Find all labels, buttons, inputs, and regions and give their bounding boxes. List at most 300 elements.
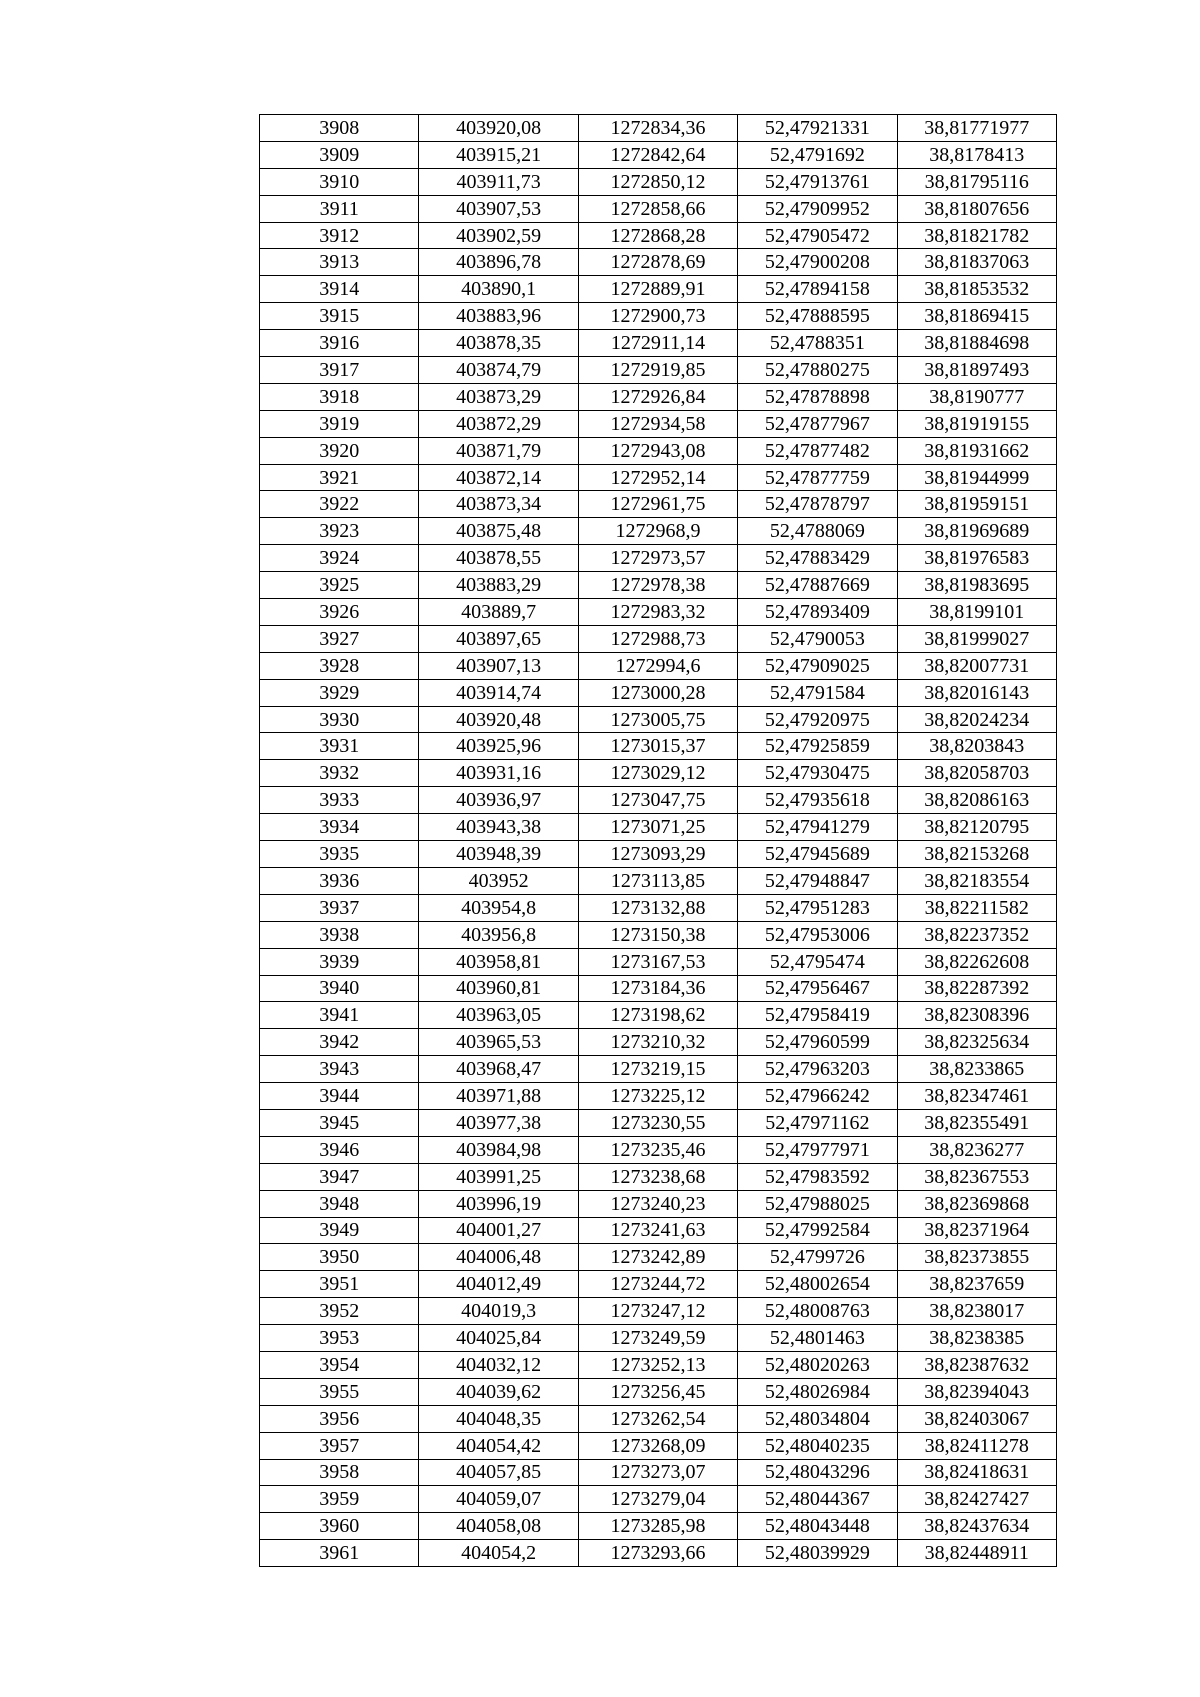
point-number-cell: 3943 — [260, 1056, 419, 1083]
longitude-cell: 38,82387632 — [897, 1351, 1056, 1378]
longitude-cell: 38,8238385 — [897, 1325, 1056, 1352]
latitude-cell: 52,47883429 — [738, 545, 897, 572]
longitude-cell: 38,81807656 — [897, 195, 1056, 222]
longitude-cell: 38,82183554 — [897, 867, 1056, 894]
y-coordinate-cell: 1273285,98 — [578, 1513, 737, 1540]
point-number-cell: 3937 — [260, 894, 419, 921]
coordinates-table-body — [260, 115, 1057, 1567]
point-number-cell: 3912 — [260, 222, 419, 249]
point-number-cell: 3929 — [260, 679, 419, 706]
table-row — [260, 1002, 1057, 1029]
table-row — [260, 518, 1057, 545]
x-coordinate-cell: 403960,81 — [419, 975, 578, 1002]
point-number-cell: 3950 — [260, 1244, 419, 1271]
table-row — [260, 222, 1057, 249]
point-number-cell: 3924 — [260, 545, 419, 572]
latitude-cell: 52,47992584 — [738, 1217, 897, 1244]
y-coordinate-cell: 1273240,23 — [578, 1190, 737, 1217]
x-coordinate-cell: 404019,3 — [419, 1298, 578, 1325]
y-coordinate-cell: 1273238,68 — [578, 1163, 737, 1190]
y-coordinate-cell: 1272926,84 — [578, 383, 737, 410]
table-row — [260, 303, 1057, 330]
longitude-cell: 38,82347461 — [897, 1083, 1056, 1110]
latitude-cell: 52,47880275 — [738, 357, 897, 384]
y-coordinate-cell: 1272978,38 — [578, 572, 737, 599]
y-coordinate-cell: 1273184,36 — [578, 975, 737, 1002]
latitude-cell: 52,47977971 — [738, 1136, 897, 1163]
point-number-cell: 3946 — [260, 1136, 419, 1163]
x-coordinate-cell: 403925,96 — [419, 733, 578, 760]
x-coordinate-cell: 403911,73 — [419, 168, 578, 195]
point-number-cell: 3933 — [260, 787, 419, 814]
x-coordinate-cell: 403872,14 — [419, 464, 578, 491]
latitude-cell: 52,47905472 — [738, 222, 897, 249]
point-number-cell: 3927 — [260, 625, 419, 652]
longitude-cell: 38,82120795 — [897, 814, 1056, 841]
point-number-cell: 3911 — [260, 195, 419, 222]
latitude-cell: 52,47888595 — [738, 303, 897, 330]
table-row — [260, 921, 1057, 948]
longitude-cell: 38,81853532 — [897, 276, 1056, 303]
y-coordinate-cell: 1273242,89 — [578, 1244, 737, 1271]
table-row — [260, 1163, 1057, 1190]
table-row — [260, 948, 1057, 975]
y-coordinate-cell: 1272952,14 — [578, 464, 737, 491]
x-coordinate-cell: 403902,59 — [419, 222, 578, 249]
longitude-cell: 38,82369868 — [897, 1190, 1056, 1217]
longitude-cell: 38,82237352 — [897, 921, 1056, 948]
point-number-cell: 3958 — [260, 1459, 419, 1486]
table-row — [260, 975, 1057, 1002]
latitude-cell: 52,47877482 — [738, 437, 897, 464]
latitude-cell: 52,48026984 — [738, 1378, 897, 1405]
y-coordinate-cell: 1273029,12 — [578, 760, 737, 787]
longitude-cell: 38,81969689 — [897, 518, 1056, 545]
latitude-cell: 52,47953006 — [738, 921, 897, 948]
point-number-cell: 3952 — [260, 1298, 419, 1325]
x-coordinate-cell: 403871,79 — [419, 437, 578, 464]
y-coordinate-cell: 1272842,64 — [578, 141, 737, 168]
x-coordinate-cell: 404057,85 — [419, 1459, 578, 1486]
latitude-cell: 52,47913761 — [738, 168, 897, 195]
table-row — [260, 867, 1057, 894]
latitude-cell: 52,47930475 — [738, 760, 897, 787]
longitude-cell: 38,8236277 — [897, 1136, 1056, 1163]
y-coordinate-cell: 1273273,07 — [578, 1459, 737, 1486]
x-coordinate-cell: 403954,8 — [419, 894, 578, 921]
x-coordinate-cell: 403931,16 — [419, 760, 578, 787]
table-row — [260, 1136, 1057, 1163]
latitude-cell: 52,4790053 — [738, 625, 897, 652]
latitude-cell: 52,48002654 — [738, 1271, 897, 1298]
point-number-cell: 3910 — [260, 168, 419, 195]
table-row — [260, 760, 1057, 787]
point-number-cell: 3942 — [260, 1029, 419, 1056]
y-coordinate-cell: 1272900,73 — [578, 303, 737, 330]
x-coordinate-cell: 403878,55 — [419, 545, 578, 572]
latitude-cell: 52,47877759 — [738, 464, 897, 491]
latitude-cell: 52,47956467 — [738, 975, 897, 1002]
longitude-cell: 38,8199101 — [897, 599, 1056, 626]
longitude-cell: 38,81837063 — [897, 249, 1056, 276]
x-coordinate-cell: 403874,79 — [419, 357, 578, 384]
table-row — [260, 357, 1057, 384]
longitude-cell: 38,82448911 — [897, 1540, 1056, 1567]
point-number-cell: 3959 — [260, 1486, 419, 1513]
table-row — [260, 1271, 1057, 1298]
longitude-cell: 38,81919155 — [897, 410, 1056, 437]
point-number-cell: 3908 — [260, 115, 419, 142]
y-coordinate-cell: 1272919,85 — [578, 357, 737, 384]
y-coordinate-cell: 1273132,88 — [578, 894, 737, 921]
latitude-cell: 52,47909952 — [738, 195, 897, 222]
x-coordinate-cell: 403968,47 — [419, 1056, 578, 1083]
point-number-cell: 3939 — [260, 948, 419, 975]
point-number-cell: 3920 — [260, 437, 419, 464]
y-coordinate-cell: 1272988,73 — [578, 625, 737, 652]
table-row — [260, 330, 1057, 357]
latitude-cell: 52,48020263 — [738, 1351, 897, 1378]
point-number-cell: 3932 — [260, 760, 419, 787]
x-coordinate-cell: 404048,35 — [419, 1405, 578, 1432]
table-row — [260, 679, 1057, 706]
point-number-cell: 3916 — [260, 330, 419, 357]
point-number-cell: 3922 — [260, 491, 419, 518]
latitude-cell: 52,47920975 — [738, 706, 897, 733]
latitude-cell: 52,4788351 — [738, 330, 897, 357]
latitude-cell: 52,47887669 — [738, 572, 897, 599]
table-row — [260, 168, 1057, 195]
longitude-cell: 38,82024234 — [897, 706, 1056, 733]
x-coordinate-cell: 403996,19 — [419, 1190, 578, 1217]
y-coordinate-cell: 1272850,12 — [578, 168, 737, 195]
table-row — [260, 545, 1057, 572]
longitude-cell: 38,82427427 — [897, 1486, 1056, 1513]
longitude-cell: 38,82418631 — [897, 1459, 1056, 1486]
x-coordinate-cell: 403984,98 — [419, 1136, 578, 1163]
latitude-cell: 52,48034804 — [738, 1405, 897, 1432]
point-number-cell: 3961 — [260, 1540, 419, 1567]
x-coordinate-cell: 403971,88 — [419, 1083, 578, 1110]
latitude-cell: 52,47945689 — [738, 841, 897, 868]
longitude-cell: 38,81931662 — [897, 437, 1056, 464]
latitude-cell: 52,48040235 — [738, 1432, 897, 1459]
table-row — [260, 1244, 1057, 1271]
point-number-cell: 3941 — [260, 1002, 419, 1029]
latitude-cell: 52,47958419 — [738, 1002, 897, 1029]
latitude-cell: 52,47893409 — [738, 599, 897, 626]
latitude-cell: 52,47951283 — [738, 894, 897, 921]
x-coordinate-cell: 403897,65 — [419, 625, 578, 652]
table-row — [260, 706, 1057, 733]
longitude-cell: 38,81976583 — [897, 545, 1056, 572]
x-coordinate-cell: 403920,48 — [419, 706, 578, 733]
table-row — [260, 141, 1057, 168]
table-row — [260, 1351, 1057, 1378]
longitude-cell: 38,82373855 — [897, 1244, 1056, 1271]
x-coordinate-cell: 404054,42 — [419, 1432, 578, 1459]
table-row — [260, 276, 1057, 303]
x-coordinate-cell: 404012,49 — [419, 1271, 578, 1298]
x-coordinate-cell: 403873,29 — [419, 383, 578, 410]
longitude-cell: 38,82086163 — [897, 787, 1056, 814]
point-number-cell: 3931 — [260, 733, 419, 760]
longitude-cell: 38,82403067 — [897, 1405, 1056, 1432]
point-number-cell: 3936 — [260, 867, 419, 894]
point-number-cell: 3926 — [260, 599, 419, 626]
table-row — [260, 1190, 1057, 1217]
longitude-cell: 38,81959151 — [897, 491, 1056, 518]
y-coordinate-cell: 1273279,04 — [578, 1486, 737, 1513]
longitude-cell: 38,8190777 — [897, 383, 1056, 410]
longitude-cell: 38,8233865 — [897, 1056, 1056, 1083]
table-row — [260, 464, 1057, 491]
y-coordinate-cell: 1273071,25 — [578, 814, 737, 841]
point-number-cell: 3915 — [260, 303, 419, 330]
x-coordinate-cell: 403878,35 — [419, 330, 578, 357]
table-row — [260, 1029, 1057, 1056]
y-coordinate-cell: 1273235,46 — [578, 1136, 737, 1163]
y-coordinate-cell: 1273093,29 — [578, 841, 737, 868]
table-row — [260, 1325, 1057, 1352]
y-coordinate-cell: 1273047,75 — [578, 787, 737, 814]
point-number-cell: 3917 — [260, 357, 419, 384]
y-coordinate-cell: 1273225,12 — [578, 1083, 737, 1110]
latitude-cell: 52,48043296 — [738, 1459, 897, 1486]
point-number-cell: 3934 — [260, 814, 419, 841]
y-coordinate-cell: 1273210,32 — [578, 1029, 737, 1056]
y-coordinate-cell: 1273015,37 — [578, 733, 737, 760]
table-row — [260, 1217, 1057, 1244]
point-number-cell: 3945 — [260, 1109, 419, 1136]
y-coordinate-cell: 1273262,54 — [578, 1405, 737, 1432]
table-row — [260, 249, 1057, 276]
point-number-cell: 3947 — [260, 1163, 419, 1190]
longitude-cell: 38,82411278 — [897, 1432, 1056, 1459]
x-coordinate-cell: 403956,8 — [419, 921, 578, 948]
latitude-cell: 52,47935618 — [738, 787, 897, 814]
y-coordinate-cell: 1273198,62 — [578, 1002, 737, 1029]
point-number-cell: 3956 — [260, 1405, 419, 1432]
x-coordinate-cell: 404006,48 — [419, 1244, 578, 1271]
latitude-cell: 52,47966242 — [738, 1083, 897, 1110]
point-number-cell: 3913 — [260, 249, 419, 276]
y-coordinate-cell: 1272934,58 — [578, 410, 737, 437]
latitude-cell: 52,47877967 — [738, 410, 897, 437]
latitude-cell: 52,47983592 — [738, 1163, 897, 1190]
point-number-cell: 3909 — [260, 141, 419, 168]
y-coordinate-cell: 1272943,08 — [578, 437, 737, 464]
latitude-cell: 52,4788069 — [738, 518, 897, 545]
point-number-cell: 3955 — [260, 1378, 419, 1405]
latitude-cell: 52,47971162 — [738, 1109, 897, 1136]
longitude-cell: 38,81884698 — [897, 330, 1056, 357]
longitude-cell: 38,81944999 — [897, 464, 1056, 491]
table-row — [260, 383, 1057, 410]
table-row — [260, 491, 1057, 518]
longitude-cell: 38,82367553 — [897, 1163, 1056, 1190]
y-coordinate-cell: 1273150,38 — [578, 921, 737, 948]
table-row — [260, 437, 1057, 464]
latitude-cell: 52,47878898 — [738, 383, 897, 410]
x-coordinate-cell: 403890,1 — [419, 276, 578, 303]
y-coordinate-cell: 1273230,55 — [578, 1109, 737, 1136]
table-row — [260, 787, 1057, 814]
x-coordinate-cell: 403920,08 — [419, 115, 578, 142]
longitude-cell: 38,8178413 — [897, 141, 1056, 168]
point-number-cell: 3914 — [260, 276, 419, 303]
table-row — [260, 1432, 1057, 1459]
y-coordinate-cell: 1273005,75 — [578, 706, 737, 733]
longitude-cell: 38,82394043 — [897, 1378, 1056, 1405]
y-coordinate-cell: 1273268,09 — [578, 1432, 737, 1459]
point-number-cell: 3953 — [260, 1325, 419, 1352]
x-coordinate-cell: 403872,29 — [419, 410, 578, 437]
x-coordinate-cell: 404054,2 — [419, 1540, 578, 1567]
point-number-cell: 3930 — [260, 706, 419, 733]
table-row — [260, 1378, 1057, 1405]
x-coordinate-cell: 403883,96 — [419, 303, 578, 330]
y-coordinate-cell: 1272968,9 — [578, 518, 737, 545]
y-coordinate-cell: 1272973,57 — [578, 545, 737, 572]
x-coordinate-cell: 403977,38 — [419, 1109, 578, 1136]
table-row — [260, 1109, 1057, 1136]
point-number-cell: 3918 — [260, 383, 419, 410]
x-coordinate-cell: 403896,78 — [419, 249, 578, 276]
table-row — [260, 894, 1057, 921]
table-row — [260, 410, 1057, 437]
y-coordinate-cell: 1272858,66 — [578, 195, 737, 222]
latitude-cell: 52,47878797 — [738, 491, 897, 518]
y-coordinate-cell: 1273249,59 — [578, 1325, 737, 1352]
point-number-cell: 3960 — [260, 1513, 419, 1540]
latitude-cell: 52,47925859 — [738, 733, 897, 760]
y-coordinate-cell: 1273256,45 — [578, 1378, 737, 1405]
longitude-cell: 38,82325634 — [897, 1029, 1056, 1056]
x-coordinate-cell: 404001,27 — [419, 1217, 578, 1244]
latitude-cell: 52,47988025 — [738, 1190, 897, 1217]
point-number-cell: 3948 — [260, 1190, 419, 1217]
longitude-cell: 38,82355491 — [897, 1109, 1056, 1136]
y-coordinate-cell: 1273000,28 — [578, 679, 737, 706]
longitude-cell: 38,8237659 — [897, 1271, 1056, 1298]
x-coordinate-cell: 403875,48 — [419, 518, 578, 545]
longitude-cell: 38,8203843 — [897, 733, 1056, 760]
x-coordinate-cell: 403936,97 — [419, 787, 578, 814]
table-row — [260, 1540, 1057, 1567]
table-row — [260, 733, 1057, 760]
table-row — [260, 115, 1057, 142]
latitude-cell: 52,4791584 — [738, 679, 897, 706]
latitude-cell: 52,47894158 — [738, 276, 897, 303]
y-coordinate-cell: 1273113,85 — [578, 867, 737, 894]
latitude-cell: 52,47948847 — [738, 867, 897, 894]
x-coordinate-cell: 404025,84 — [419, 1325, 578, 1352]
table-row — [260, 814, 1057, 841]
point-number-cell: 3923 — [260, 518, 419, 545]
coordinates-table — [259, 114, 1057, 1567]
y-coordinate-cell: 1273241,63 — [578, 1217, 737, 1244]
y-coordinate-cell: 1273244,72 — [578, 1271, 737, 1298]
longitude-cell: 38,81999027 — [897, 625, 1056, 652]
x-coordinate-cell: 403943,38 — [419, 814, 578, 841]
longitude-cell: 38,82262608 — [897, 948, 1056, 975]
x-coordinate-cell: 403907,13 — [419, 652, 578, 679]
longitude-cell: 38,82007731 — [897, 652, 1056, 679]
y-coordinate-cell: 1272878,69 — [578, 249, 737, 276]
latitude-cell: 52,48043448 — [738, 1513, 897, 1540]
y-coordinate-cell: 1273247,12 — [578, 1298, 737, 1325]
table-row — [260, 572, 1057, 599]
point-number-cell: 3928 — [260, 652, 419, 679]
longitude-cell: 38,81983695 — [897, 572, 1056, 599]
latitude-cell: 52,4795474 — [738, 948, 897, 975]
point-number-cell: 3940 — [260, 975, 419, 1002]
table-row — [260, 1298, 1057, 1325]
table-row — [260, 599, 1057, 626]
longitude-cell: 38,82153268 — [897, 841, 1056, 868]
x-coordinate-cell: 403915,21 — [419, 141, 578, 168]
x-coordinate-cell: 403952 — [419, 867, 578, 894]
latitude-cell: 52,47909025 — [738, 652, 897, 679]
latitude-cell: 52,48039929 — [738, 1540, 897, 1567]
latitude-cell: 52,4799726 — [738, 1244, 897, 1271]
longitude-cell: 38,81869415 — [897, 303, 1056, 330]
table-row — [260, 1405, 1057, 1432]
longitude-cell: 38,81771977 — [897, 115, 1056, 142]
point-number-cell: 3954 — [260, 1351, 419, 1378]
longitude-cell: 38,81897493 — [897, 357, 1056, 384]
point-number-cell: 3949 — [260, 1217, 419, 1244]
x-coordinate-cell: 404032,12 — [419, 1351, 578, 1378]
point-number-cell: 3921 — [260, 464, 419, 491]
point-number-cell: 3925 — [260, 572, 419, 599]
latitude-cell: 52,47900208 — [738, 249, 897, 276]
y-coordinate-cell: 1272911,14 — [578, 330, 737, 357]
latitude-cell: 52,4791692 — [738, 141, 897, 168]
x-coordinate-cell: 404059,07 — [419, 1486, 578, 1513]
x-coordinate-cell: 403889,7 — [419, 599, 578, 626]
x-coordinate-cell: 403914,74 — [419, 679, 578, 706]
latitude-cell: 52,47941279 — [738, 814, 897, 841]
y-coordinate-cell: 1272961,75 — [578, 491, 737, 518]
longitude-cell: 38,82058703 — [897, 760, 1056, 787]
x-coordinate-cell: 404058,08 — [419, 1513, 578, 1540]
table-row — [260, 1056, 1057, 1083]
y-coordinate-cell: 1272889,91 — [578, 276, 737, 303]
longitude-cell: 38,8238017 — [897, 1298, 1056, 1325]
latitude-cell: 52,48008763 — [738, 1298, 897, 1325]
x-coordinate-cell: 403907,53 — [419, 195, 578, 222]
point-number-cell: 3919 — [260, 410, 419, 437]
table-row — [260, 1083, 1057, 1110]
longitude-cell: 38,82016143 — [897, 679, 1056, 706]
longitude-cell: 38,82371964 — [897, 1217, 1056, 1244]
latitude-cell: 52,4801463 — [738, 1325, 897, 1352]
y-coordinate-cell: 1273219,15 — [578, 1056, 737, 1083]
x-coordinate-cell: 403965,53 — [419, 1029, 578, 1056]
longitude-cell: 38,81821782 — [897, 222, 1056, 249]
x-coordinate-cell: 403991,25 — [419, 1163, 578, 1190]
point-number-cell: 3957 — [260, 1432, 419, 1459]
y-coordinate-cell: 1272983,32 — [578, 599, 737, 626]
table-row — [260, 625, 1057, 652]
table-row — [260, 1459, 1057, 1486]
x-coordinate-cell: 403958,81 — [419, 948, 578, 975]
longitude-cell: 38,82437634 — [897, 1513, 1056, 1540]
point-number-cell: 3951 — [260, 1271, 419, 1298]
y-coordinate-cell: 1273167,53 — [578, 948, 737, 975]
